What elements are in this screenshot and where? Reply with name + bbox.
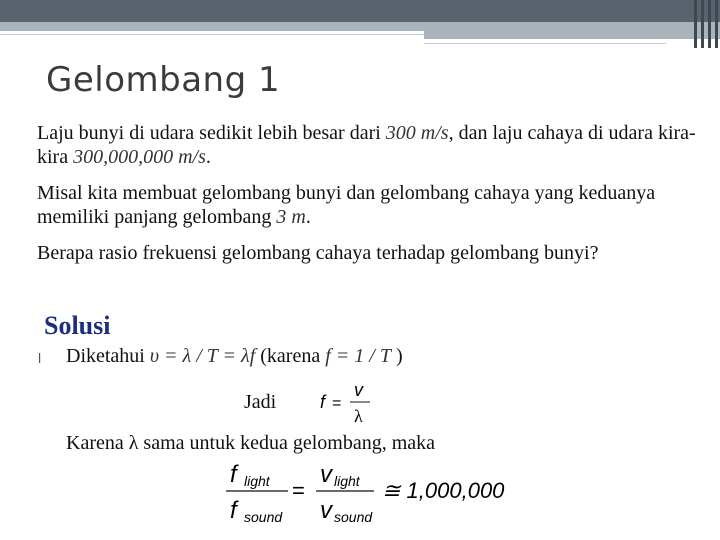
given-line: [66, 345, 403, 368]
ratio-result: ≅ 1,000,000: [382, 478, 505, 503]
p2-text-2: .: [305, 206, 311, 228]
top-bar-dark: [0, 0, 720, 22]
formula-eq: =: [332, 395, 342, 412]
ratio-f-light-sub: light: [244, 473, 270, 489]
given-note-formula: f = 1 / T: [325, 345, 391, 367]
ratio-v-sound-sub: sound: [334, 509, 373, 525]
ratio-eq: =: [292, 478, 305, 503]
paragraph-wavelength: [37, 181, 707, 229]
formula-den-lambda: λ: [354, 406, 363, 426]
top-bar-light-right: [424, 31, 720, 39]
given-formula: υ = λ / T = λf: [149, 345, 256, 367]
corner-stripes: [692, 0, 720, 48]
speed-of-sound: 300 m/s: [385, 122, 449, 144]
given-note-suffix: ): [390, 345, 403, 367]
given-note-prefix: (karena: [255, 345, 326, 367]
frequency-formula: [318, 380, 378, 430]
solution-heading: Solusi: [44, 311, 111, 340]
ratio-f-light: f: [230, 461, 237, 488]
slide-title: Gelombang 1: [46, 60, 281, 100]
top-rule-left: [0, 34, 424, 35]
bullet-marker: l: [38, 350, 42, 366]
jadi-label: Jadi: [244, 391, 277, 413]
top-bar-light: [0, 22, 720, 31]
ratio-f-sound-sub: sound: [244, 509, 283, 525]
karena-line: Karena λ sama untuk kedua gelombang, maka: [66, 432, 436, 454]
given-prefix: Diketahui: [66, 345, 150, 367]
ratio-v-light-sub: light: [334, 473, 360, 489]
ratio-equation: [222, 456, 522, 530]
ratio-f-sound: f: [230, 497, 237, 524]
formula-num-v: v: [354, 380, 363, 400]
p2-text-1: Misal kita membuat gelombang bunyi dan gelombang cahaya yang keduanya memiliki panjang gelombang: [37, 182, 656, 228]
paragraph-speeds: [37, 121, 707, 169]
formula-f: f: [320, 392, 326, 412]
p1-text-3: .: [205, 146, 211, 168]
ratio-v-sound: v: [320, 497, 332, 524]
top-rule-right: [424, 43, 666, 44]
wavelength-value: 3 m: [276, 206, 306, 228]
ratio-v-light: v: [320, 461, 332, 488]
p1-text-2: , dan laju cahaya di udara kira-kira: [37, 122, 696, 168]
paragraph-question: Berapa rasio frekuensi gelombang cahaya terhadap gelombang bunyi?: [37, 242, 599, 264]
speed-of-light: 300,000,000 m/s: [73, 146, 206, 168]
p1-text-1: Laju bunyi di udara sedikit lebih besar dari: [37, 122, 386, 144]
